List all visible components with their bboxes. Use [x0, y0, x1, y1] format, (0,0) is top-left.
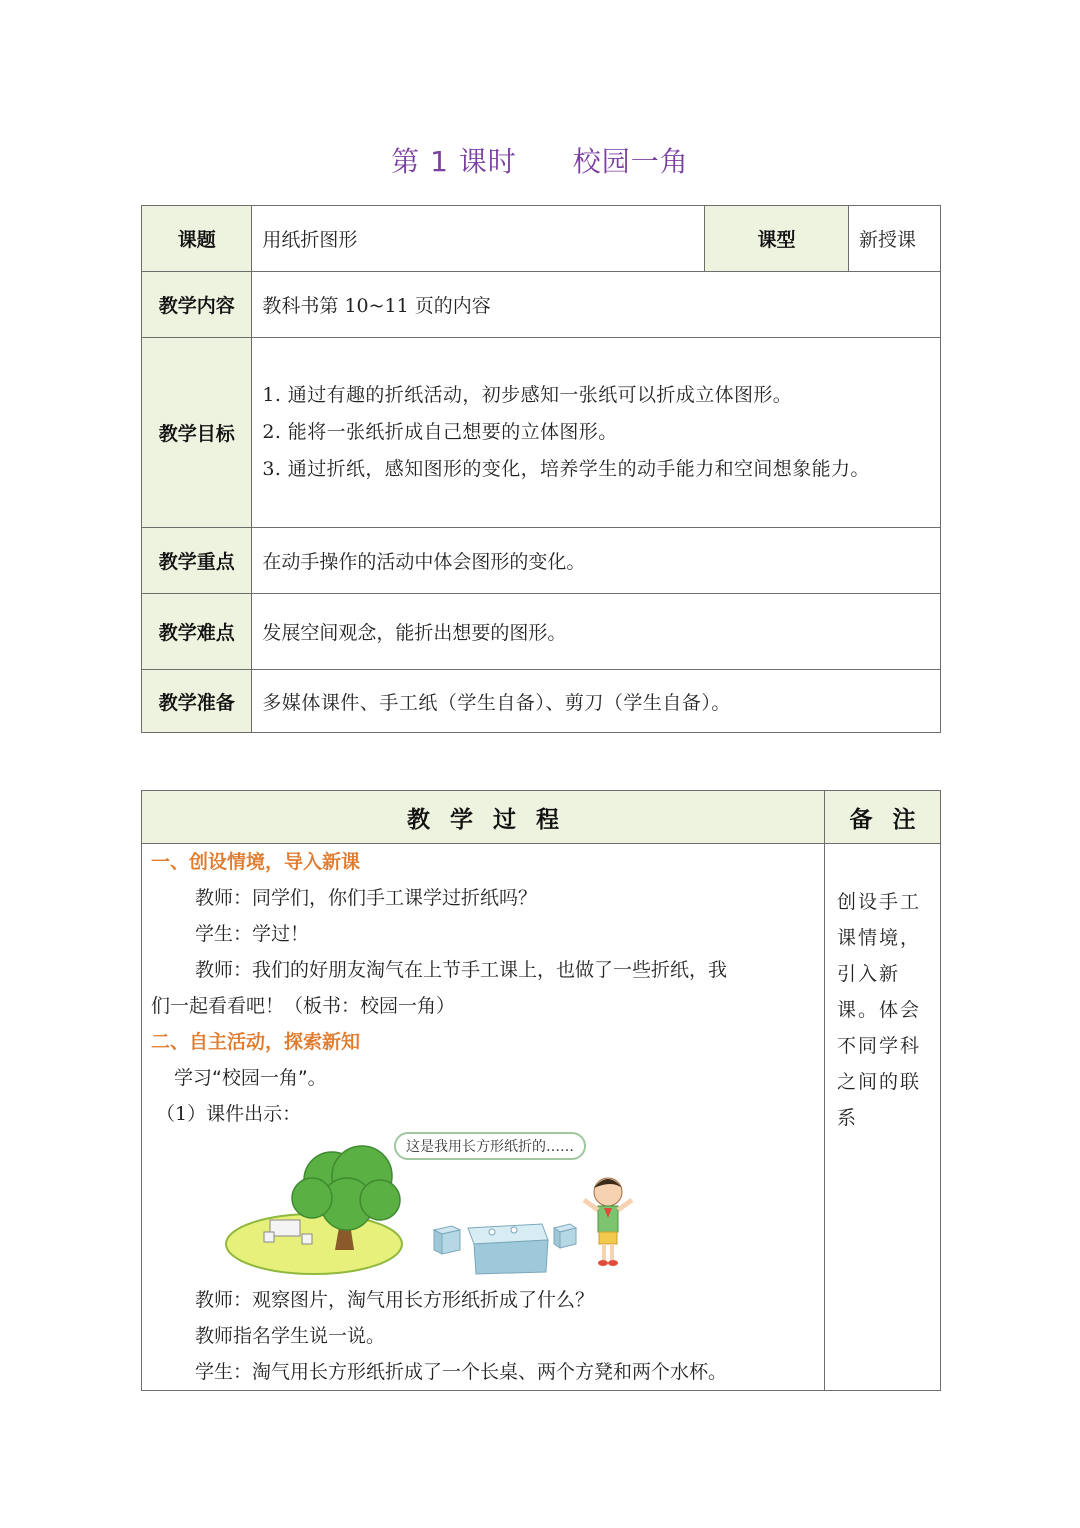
dialogue-line: 们一起看看吧！（板书：校园一角）	[151, 995, 456, 1017]
difficulty-label: 教学难点	[142, 594, 252, 670]
goals-list	[252, 338, 941, 528]
boy-character-icon	[584, 1178, 632, 1266]
subject-label: 课题	[142, 206, 252, 272]
courseware-illustration	[142, 1132, 824, 1282]
goal-item: 2. 能将一张纸折成自己想要的立体图形。	[262, 421, 618, 443]
preparation-value: 多媒体课件、手工纸（学生自备）、剪刀（学生自备）。	[252, 670, 941, 733]
note-line: 课情境，	[837, 927, 922, 949]
subject-row	[142, 206, 941, 272]
goals-label: 教学目标	[142, 338, 252, 528]
step-line: （1）课件出示：	[156, 1103, 302, 1125]
header-char: 过	[493, 806, 516, 833]
dialogue-line: 学生：淘气用长方形纸折成了一个长桌、两个方凳和两个水杯。	[195, 1361, 728, 1383]
section-heading: 二、自主活动，探索新知	[151, 1031, 361, 1053]
note-line: 课。体会	[837, 999, 922, 1021]
note-line: 之间的联	[837, 1071, 922, 1093]
header-char: 注	[892, 806, 916, 833]
lesson-topic: 校园一角	[572, 145, 689, 178]
section-heading: 一、创设情境，导入新课	[151, 851, 361, 873]
content-value: 教科书第 10~11 页的内容	[252, 272, 941, 338]
lesson-info-table	[141, 205, 941, 733]
page-title	[0, 140, 1080, 180]
note-line: 引入新	[837, 963, 901, 985]
stool-left-icon	[434, 1226, 460, 1254]
speech-bubble: 这是我用长方形纸折的……	[394, 1132, 586, 1160]
header-char: 备	[849, 806, 873, 833]
header-char: 教	[407, 806, 430, 833]
long-table-icon	[468, 1224, 548, 1274]
note-line: 不同学科	[837, 1035, 922, 1057]
content-label: 教学内容	[142, 272, 252, 338]
process-body-row	[142, 844, 941, 1391]
dialogue-line: 教师指名学生说一说。	[195, 1325, 386, 1347]
process-content	[142, 844, 825, 1391]
preparation-row	[142, 670, 941, 733]
process-header	[142, 791, 825, 844]
stool-right-icon	[554, 1224, 576, 1248]
goal-item: 1. 通过有趣的折纸活动，初步感知一张纸可以折成立体图形。	[262, 384, 793, 406]
folded-paper-scene	[142, 1132, 822, 1282]
subsection-heading: 学习“校园一角”。	[174, 1067, 327, 1089]
subject-value: 用纸折图形	[252, 206, 705, 272]
grass-patch	[226, 1214, 402, 1274]
key-point-value: 在动手操作的活动中体会图形的变化。	[252, 528, 941, 594]
dialogue-line: 学生：学过！	[195, 923, 310, 945]
notes-header	[825, 791, 941, 844]
difficulty-row	[142, 594, 941, 670]
header-char: 程	[536, 806, 559, 833]
dialogue-line: 教师：我们的好朋友淘气在上节手工课上，也做了一些折纸，我	[195, 959, 728, 981]
tree-canopy	[292, 1146, 400, 1230]
difficulty-value: 发展空间观念，能折出想要的图形。	[252, 594, 941, 670]
note-line: 创设手工	[837, 891, 922, 913]
process-header-row	[142, 791, 941, 844]
type-label: 课型	[705, 206, 849, 272]
dialogue-line: 教师：同学们，你们手工课学过折纸吗？	[195, 887, 538, 909]
type-value: 新授课	[849, 206, 941, 272]
key-point-row	[142, 528, 941, 594]
key-point-label: 教学重点	[142, 528, 252, 594]
notes-column	[825, 844, 941, 1391]
preparation-label: 教学准备	[142, 670, 252, 733]
teaching-process-table	[141, 790, 941, 1391]
goal-item: 3. 通过折纸，感知图形的变化，培养学生的动手能力和空间想象能力。	[262, 458, 870, 480]
dialogue-line: 教师：观察图片，淘气用长方形纸折成了什么？	[195, 1289, 595, 1311]
note-line: 系	[837, 1107, 859, 1129]
goals-row	[142, 338, 941, 528]
header-char: 学	[450, 806, 473, 833]
lesson-number: 第 1 课时	[391, 145, 517, 178]
content-row	[142, 272, 941, 338]
